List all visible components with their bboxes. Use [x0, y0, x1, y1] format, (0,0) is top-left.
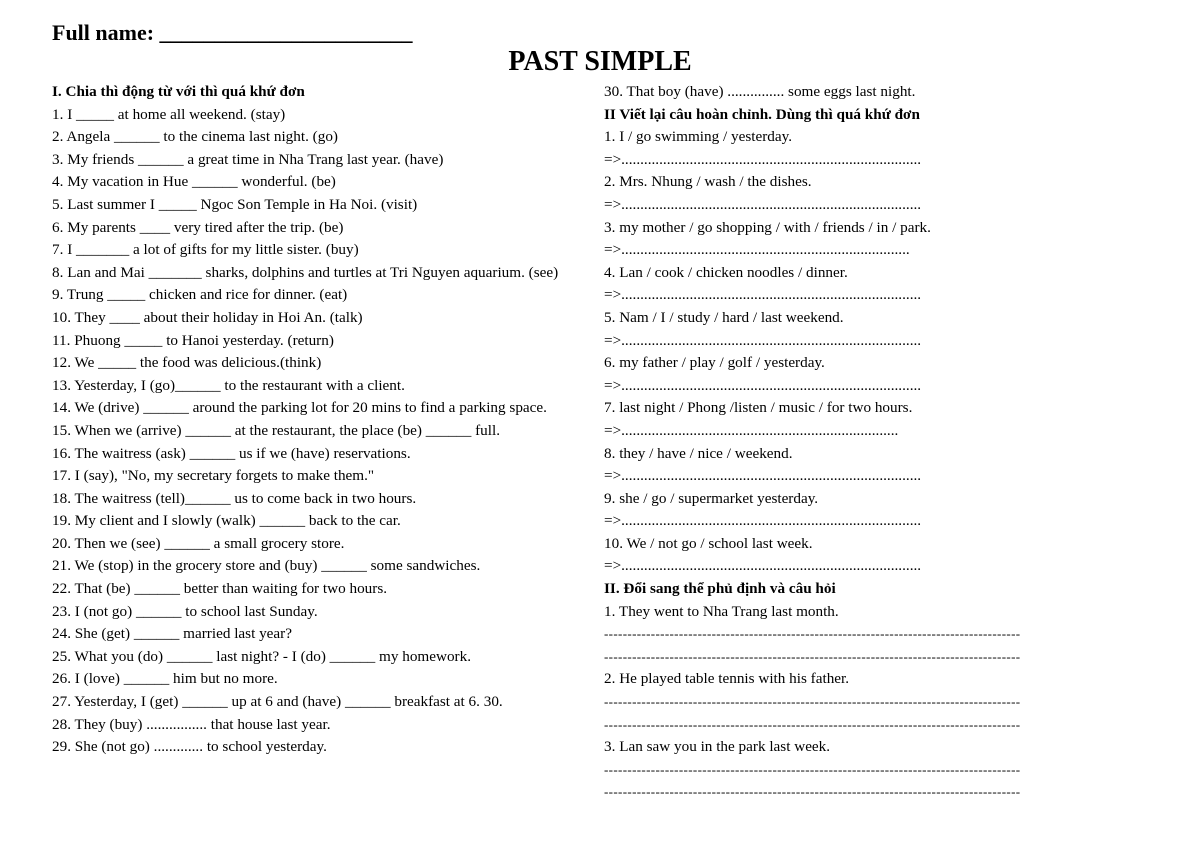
full-name-line: Full name: _______________________ [52, 20, 413, 45]
right-line: 30. That boy (have) ............... some eggs last night. [604, 83, 916, 100]
left-line: 29. She (not go) ............. to school yesterday. [52, 738, 327, 756]
right-line: =>......................................................................... [604, 421, 899, 439]
right-line: 5. Nam / I / study / hard / last weekend. [604, 308, 844, 326]
right-section-heading: II Viết lại câu hoàn chỉnh. Dùng thì quá khứ đơn [604, 105, 920, 123]
right-line: 3. my mother / go shopping / with / friends / in / park. [604, 218, 931, 236]
left-line: 7. I _______ a lot of gifts for my little sister. (buy) [52, 241, 359, 259]
left-line: 20. Then we (see) ______ a small grocery store. [52, 534, 345, 552]
right-line: 7. last night / Phong /listen / music / for two hours. [604, 399, 913, 417]
right-line: =>............................................................................... [604, 150, 922, 168]
right-answer-line: ----------------------------------------------------------------------------------------- [604, 648, 1021, 664]
right-line: =>............................................................................... [604, 331, 922, 349]
right-column [604, 81, 1104, 804]
left-line: 24. She (get) ______ married last year? [52, 625, 292, 643]
left-column [52, 81, 587, 759]
right-line: 3. Lan saw you in the park last week. [604, 738, 831, 756]
right-line: 1. They went to Nha Trang last month. [604, 602, 839, 620]
left-line: 2. Angela ______ to the cinema last night. (go) [52, 128, 338, 146]
right-line: =>............................................................................... [604, 376, 922, 394]
left-line: 15. When we (arrive) ______ at the restaurant, the place (be) ______ full. [52, 421, 501, 439]
left-line: 16. The waitress (ask) ______ us if we (have) reservations. [52, 444, 411, 462]
left-line: 18. The waitress (tell)______ us to come back in two hours. [52, 489, 417, 507]
left-line: 26. I (love) ______ him but no more. [52, 670, 278, 688]
right-line: =>............................................................................... [604, 557, 922, 575]
right-line: 10. We / not go / school last week. [604, 534, 813, 552]
left-line: 19. My client and I slowly (walk) ______ back to the car. [52, 512, 401, 530]
right-section-heading: II. Đổi sang thể phủ định và câu hỏi [604, 580, 836, 598]
left-section-heading: I. Chia thì động từ với thì quá khứ đơn [52, 83, 305, 100]
left-line: 5. Last summer I _____ Ngoc Son Temple in Ha Noi. (visit) [52, 195, 418, 213]
right-line: 4. Lan / cook / chicken noodles / dinner. [604, 263, 848, 281]
right-line: =>............................................................................... [604, 286, 922, 304]
left-line: 11. Phuong _____ to Hanoi yesterday. (return) [52, 331, 334, 349]
left-line: 23. I (not go) ______ to school last Sunday. [52, 602, 318, 620]
left-line: 10. They ____ about their holiday in Hoi An. (talk) [52, 308, 363, 326]
left-line: 8. Lan and Mai _______ sharks, dolphins and turtles at Tri Nguyen aquarium. (see) [52, 263, 559, 281]
left-line: 17. I (say), "No, my secretary forgets to make them." [52, 467, 375, 485]
right-line: 9. she / go / supermarket yesterday. [604, 489, 819, 507]
left-line: 9. Trung _____ chicken and rice for dinner. (eat) [52, 286, 348, 304]
left-line: 25. What you (do) ______ last night? - I (do) ______ my homework. [52, 647, 471, 665]
right-line: 2. He played table tennis with his father. [604, 670, 850, 688]
left-line: 12. We _____ the food was delicious.(think) [52, 354, 322, 372]
left-line: 1. I _____ at home all weekend. (stay) [52, 105, 286, 123]
right-line: =>............................................................................... [604, 467, 922, 485]
right-line: 1. I / go swimming / yesterday. [604, 128, 792, 146]
left-line: 22. That (be) ______ better than waiting for two hours. [52, 580, 388, 598]
right-answer-line: ----------------------------------------------------------------------------------------- [604, 694, 1021, 710]
right-line: =>............................................................................... [604, 512, 922, 530]
page-title: PAST SIMPLE [508, 46, 692, 77]
right-line: 8. they / have / nice / weekend. [604, 444, 793, 462]
left-line: 3. My friends ______ a great time in Nha Trang last year. (have) [52, 150, 444, 168]
right-line: 6. my father / play / golf / yesterday. [604, 354, 825, 372]
right-answer-line: ----------------------------------------------------------------------------------------- [604, 716, 1021, 732]
left-line: 13. Yesterday, I (go)______ to the restaurant with a client. [52, 376, 405, 394]
right-answer-line: ----------------------------------------------------------------------------------------- [604, 626, 1021, 642]
right-answer-line: ----------------------------------------------------------------------------------------- [604, 784, 1021, 800]
left-line: 6. My parents ____ very tired after the trip. (be) [52, 218, 344, 236]
left-line: 14. We (drive) ______ around the parking lot for 20 mins to find a parking space. [52, 399, 547, 417]
left-line: 27. Yesterday, I (get) ______ up at 6 and (have) ______ breakfast at 6. 30. [52, 693, 503, 711]
right-line: =>............................................................................ [604, 241, 910, 259]
left-line: 4. My vacation in Hue ______ wonderful. (be) [52, 173, 336, 191]
right-answer-line: ----------------------------------------------------------------------------------------- [604, 761, 1021, 777]
right-line: =>............................................................................... [604, 195, 922, 213]
left-line: 21. We (stop) in the grocery store and (buy) ______ some sandwiches. [52, 557, 481, 575]
left-line: 28. They (buy) ................ that house last year. [52, 715, 331, 733]
right-line: 2. Mrs. Nhung / wash / the dishes. [604, 173, 812, 191]
